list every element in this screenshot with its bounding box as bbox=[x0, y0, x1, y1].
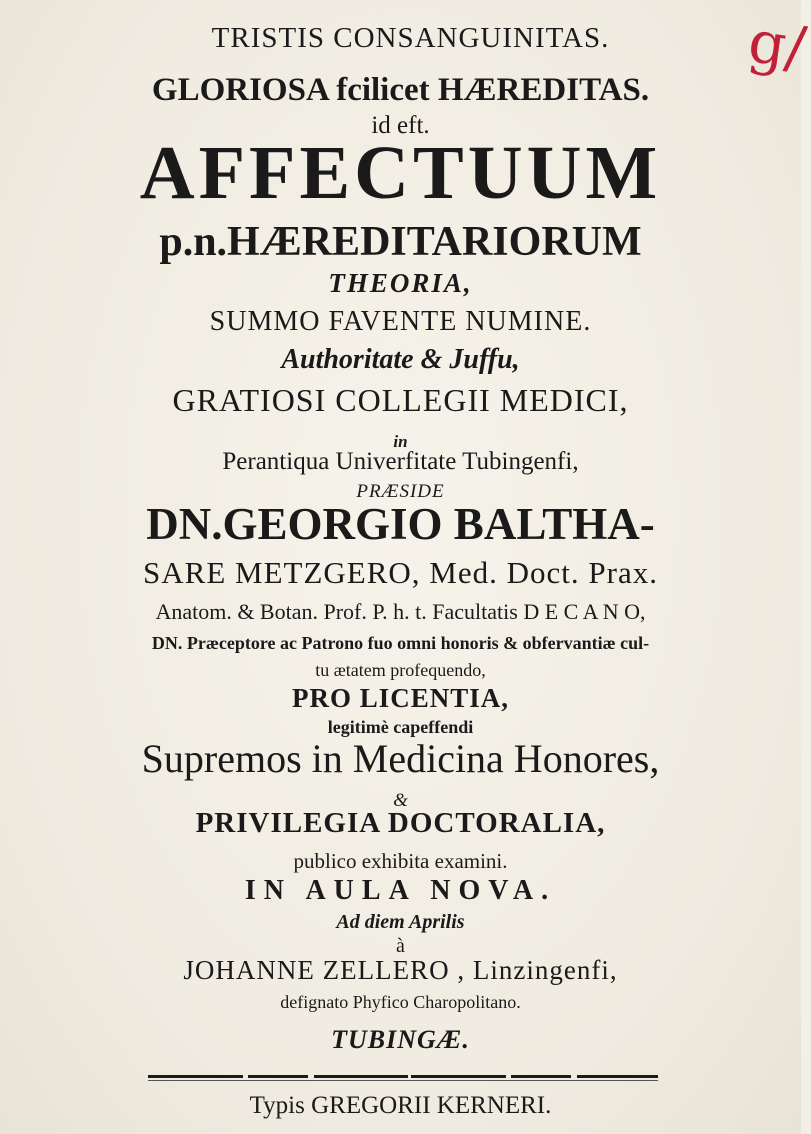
line-ad-diem: Ad diem Aprilis bbox=[336, 911, 465, 933]
line-et: & bbox=[393, 790, 408, 811]
line-perantiqua: Perantiqua Univerfitate Tubingenfi, bbox=[222, 448, 579, 475]
line-supremos: Supremos in Medicina Honores, bbox=[141, 736, 660, 781]
line-id-est: id eft. bbox=[371, 112, 430, 139]
line-in: in bbox=[393, 432, 408, 451]
line-legitime: legitimè capeffendi bbox=[327, 717, 474, 737]
line-privilegia: PRIVILEGIA DOCTORALIA, bbox=[195, 807, 606, 839]
line-publico: publico exhibita examini. bbox=[293, 849, 508, 873]
corner-ink-mark: g/ bbox=[744, 6, 811, 83]
line-summo: SUMMO FAVENTE NUMINE. bbox=[209, 306, 592, 337]
line-theoria: THEORIA, bbox=[328, 268, 473, 298]
printer-rule-thin bbox=[148, 1080, 658, 1081]
line-authoritate: Authoritate & Juffu, bbox=[281, 344, 520, 375]
line-metzgero: SARE METZGERO, Med. Doct. Prax. bbox=[143, 555, 658, 590]
line-gloriosa: GLORIOSA fcilicet HÆREDITAS. bbox=[151, 72, 650, 108]
line-gratiosi: GRATIOSI COLLEGII MEDICI, bbox=[172, 382, 629, 418]
line-johanne: JOHANNE ZELLERO , Linzingenfi, bbox=[183, 955, 618, 985]
line-dn-georgio: DN.GEORGIO BALTHA- bbox=[146, 499, 655, 549]
line-praeceptore: DN. Præceptore ac Patrono fuo omni honoris & obfervantiæ cul- bbox=[151, 633, 650, 653]
line-a: à bbox=[396, 935, 405, 957]
line-pro-licentia: PRO LICENTIA, bbox=[291, 683, 510, 713]
line-anatom: Anatom. & Botan. Prof. P. h. t. Facultatis D E C A N O, bbox=[155, 599, 646, 624]
line-haereditariorum: p.n.HÆREDITARIORUM bbox=[159, 219, 642, 265]
line-typis: Typis GREGORII KERNERI. bbox=[249, 1092, 552, 1119]
line-designato: defignato Phyfico Charopolitano. bbox=[280, 992, 521, 1012]
line-tubingae: TUBINGÆ. bbox=[331, 1025, 470, 1054]
line-aetatem: tu ætatem profequendo, bbox=[315, 660, 486, 680]
line-affectuum: AFFECTUUM bbox=[139, 131, 662, 215]
line-in-aula-nova: IN AULA NOVA. bbox=[244, 875, 557, 906]
line-praeside: PRÆSIDE bbox=[356, 481, 445, 502]
line-tristis: TRISTIS CONSANGUINITAS. bbox=[211, 22, 610, 54]
printer-rule bbox=[148, 1075, 658, 1078]
